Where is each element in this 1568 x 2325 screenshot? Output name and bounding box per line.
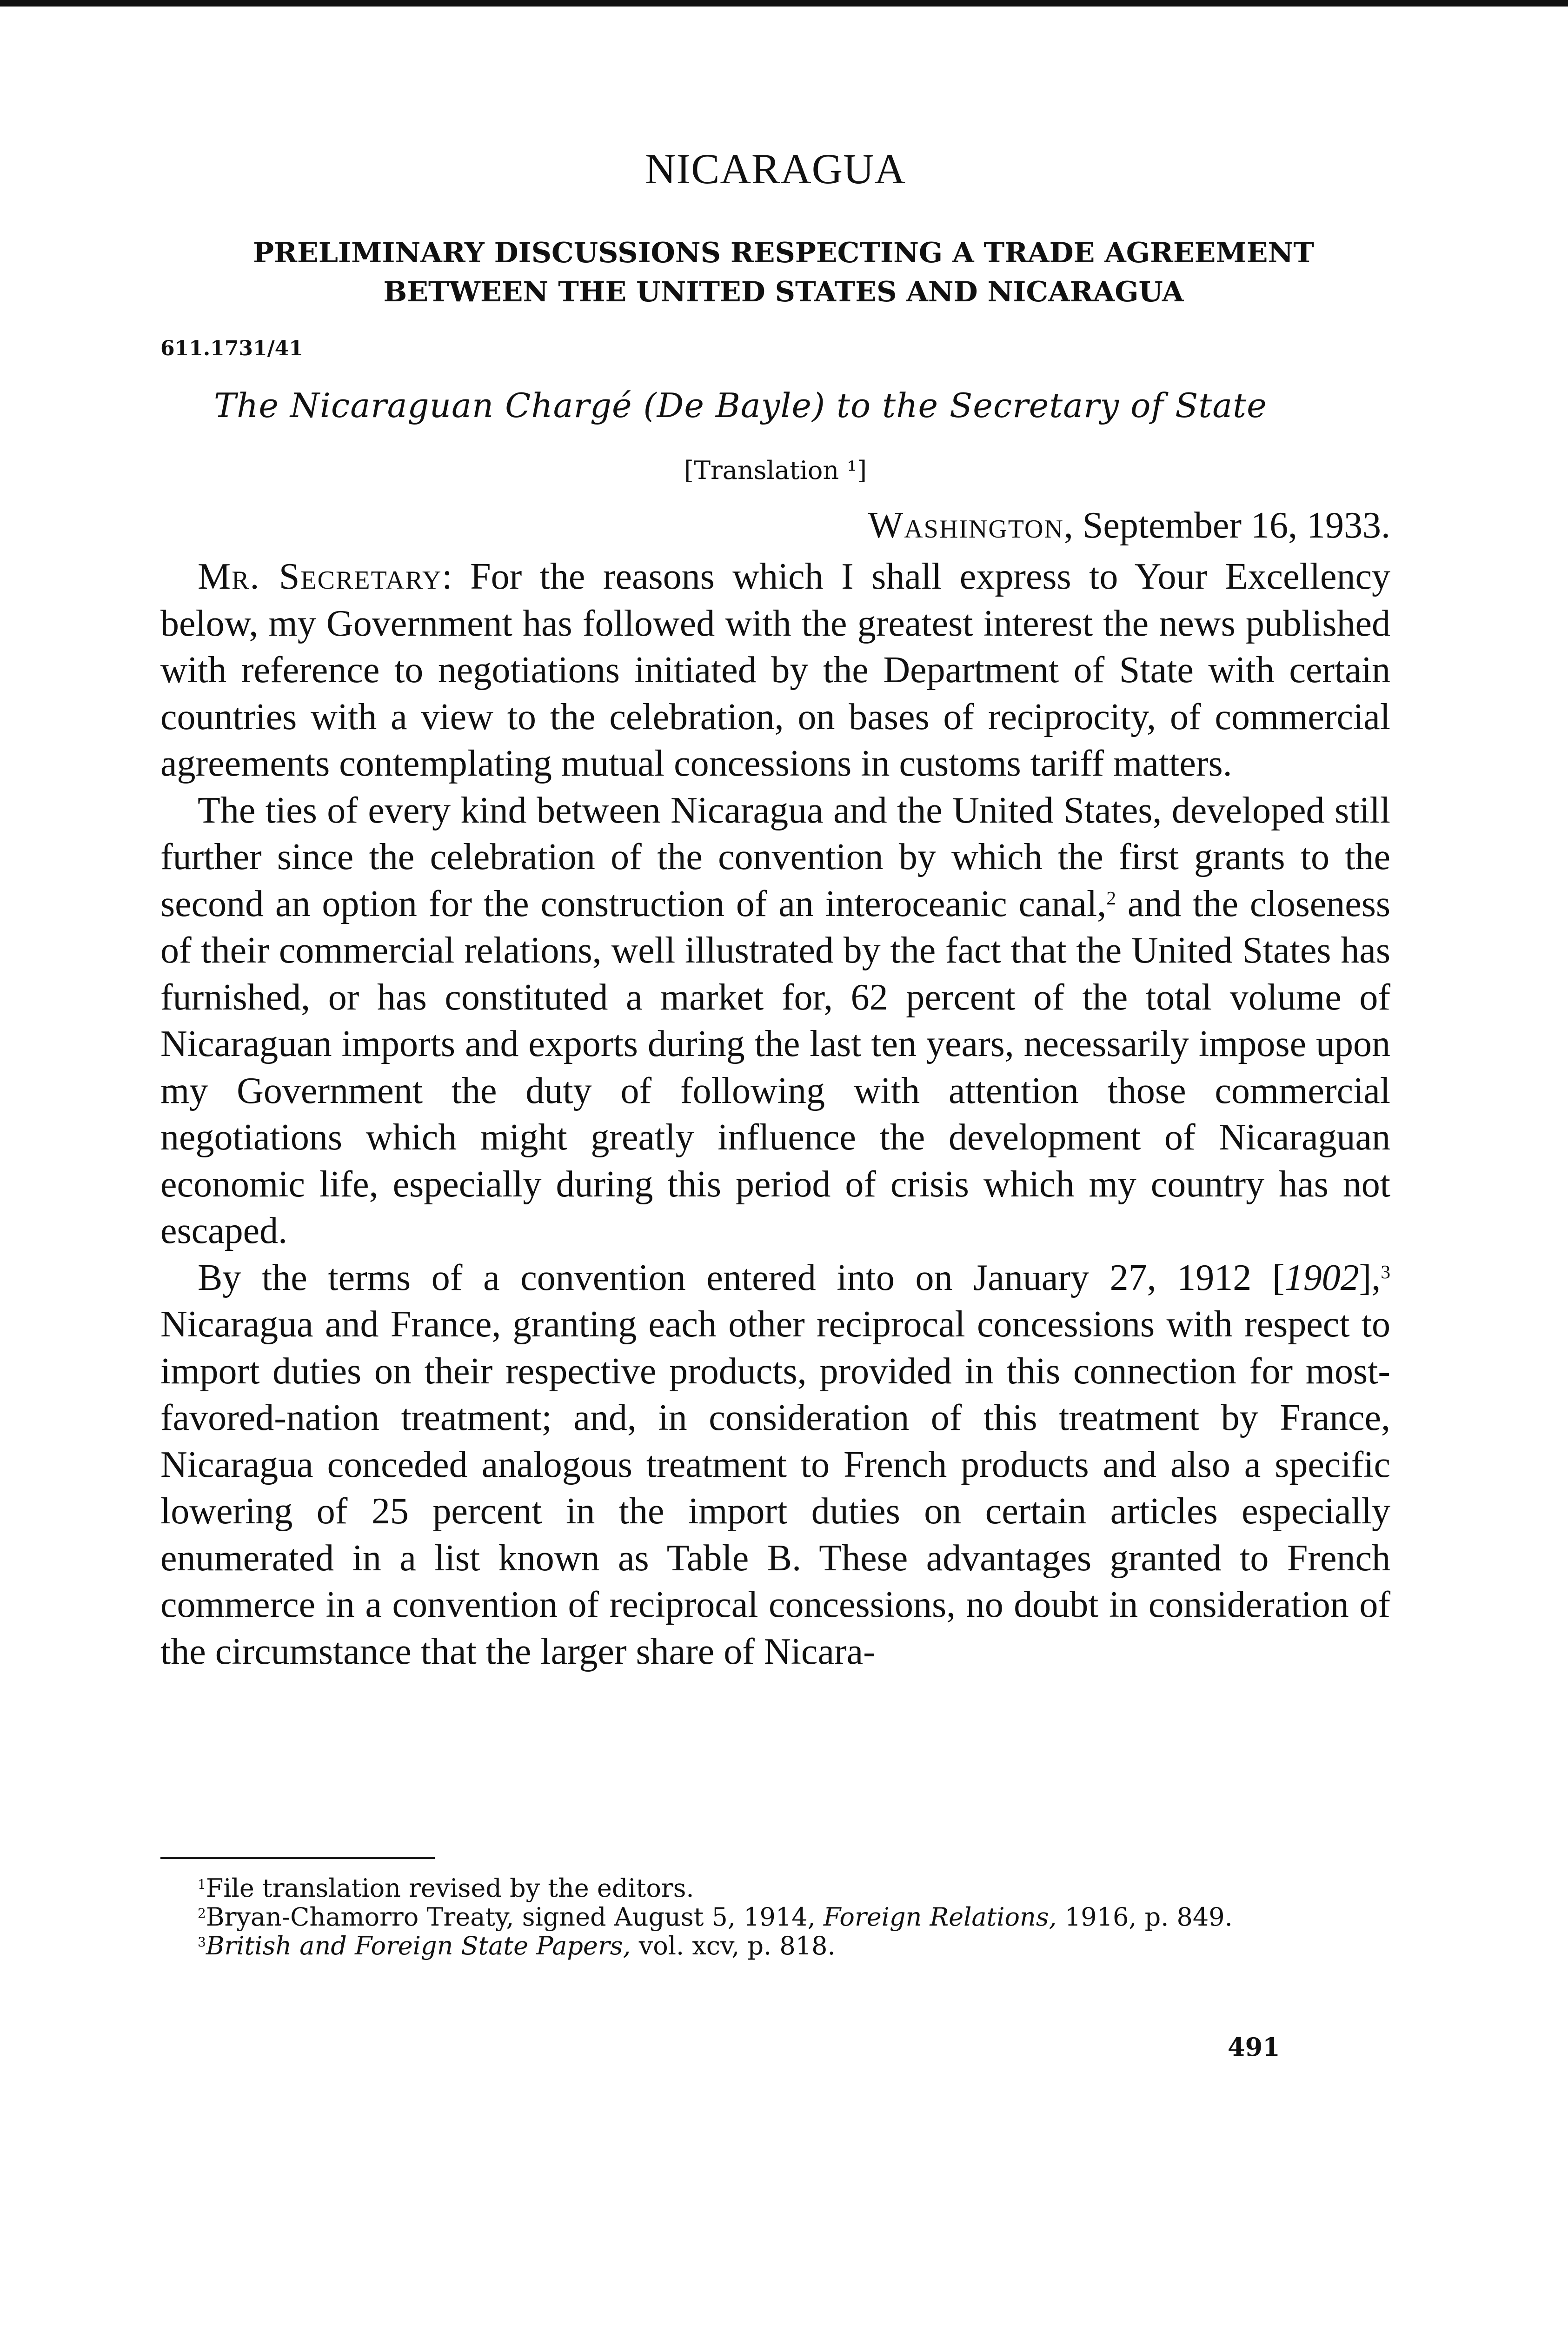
footnote-1-text: File translation revised by the editors. xyxy=(206,1873,694,1903)
footnote-3-mark: 3 xyxy=(198,1934,206,1950)
footnote-1 xyxy=(160,1874,1390,1903)
footnote-2 xyxy=(160,1903,1390,1932)
dateline-date: , September 16, 1933. xyxy=(1063,505,1390,546)
file-reference: 611.1731/41 xyxy=(160,337,303,360)
paragraph-1-text: : For the reasons which I shall express to Your Excellency below, my Government has followed with the greatest interest the news published with reference to negotiations initiated by the Department of State with certain countries with a view to the celebration, on bases of reciprocity, of commercial agreements contemplating mutual concessions in customs tariff matters. xyxy=(160,556,1390,784)
footnote-2-mark: 2 xyxy=(198,1906,206,1921)
footnote-separator xyxy=(160,1857,435,1859)
footnote-3-text: vol. xcv, p. 818. xyxy=(631,1931,836,1960)
subheading-line-1: PRELIMINARY DISCUSSIONS RESPECTING A TRADE AGREEMENT xyxy=(253,237,1314,269)
letter-body xyxy=(160,553,1390,1675)
section-subheading xyxy=(198,233,1369,312)
top-border-rule xyxy=(0,0,1568,7)
paragraph-2-text-a: The ties of every kind between Nicaragua and the United States, developed still further since the celebration of the convention by which the first grants to the second an option for the construction of an interoceanic canal, xyxy=(160,790,1390,924)
paragraph-2-text-b: and the closeness of their commercial relations, well illustrated by the fact that the United States has furnished, or has constituted a market for, 62 percent of the total volume of Nicaraguan imports and exports during the last ten years, necessarily impose upon my Government the duty of following with attention those commercial negotiations which might greatly influence the development of Nicaraguan economic life, especially during this period of crisis which my country has not escaped. xyxy=(160,883,1391,1251)
dateline xyxy=(868,505,1390,547)
paragraph-3-text-b: ], xyxy=(1359,1257,1381,1298)
paragraph-3-text-a: By the terms of a convention entered into on January 27, 1912 [ xyxy=(198,1257,1285,1298)
paragraph-3-text-c: Nicaragua and France, granting each other reciprocal concessions with respect to import duties on their respective products, provided in this connection for most-favored-nation treatment; and, in consideration of this treatment by France, Nicaragua conceded analogous treatment to French products and also a specific lowering of 25 percent in the import duties on certain articles especially enumerated in a list known as Table B. These advantages granted to French commerce in a convention of reciprocal concessions, no doubt in consideration of the circumstance that the larger share of Nicara- xyxy=(160,1304,1390,1672)
paragraph-2 xyxy=(160,787,1390,1255)
footnote-2-text-b: 1916, p. 849. xyxy=(1056,1902,1233,1932)
translation-note: [Translation ¹] xyxy=(684,456,867,485)
footnote-2-text-a: Bryan-Chamorro Treaty, signed August 5, 1914, xyxy=(206,1902,824,1932)
footnote-1-mark: 1 xyxy=(198,1877,206,1893)
footnote-2-italic: Foreign Relations, xyxy=(823,1902,1057,1932)
footnotes xyxy=(160,1874,1390,1960)
document-title: The Nicaraguan Chargé (De Bayle) to the Secretary of State xyxy=(214,386,1267,425)
paragraph-1 xyxy=(160,553,1390,787)
footnote-ref-2: 2 xyxy=(1106,887,1116,909)
page-number: 491 xyxy=(1228,2032,1280,2062)
footnote-ref-3: 3 xyxy=(1381,1261,1390,1282)
paragraph-3 xyxy=(160,1255,1390,1675)
country-heading: NICARAGUA xyxy=(645,145,906,193)
footnote-3-italic: British and Foreign State Papers, xyxy=(206,1931,631,1960)
corrected-year: 1902 xyxy=(1284,1257,1359,1298)
subheading-line-2: BETWEEN THE UNITED STATES AND NICARAGUA xyxy=(383,276,1184,308)
dateline-place: Washington xyxy=(868,505,1064,546)
footnote-3 xyxy=(160,1932,1390,1960)
salutation: Mr. Secretary xyxy=(198,556,442,597)
